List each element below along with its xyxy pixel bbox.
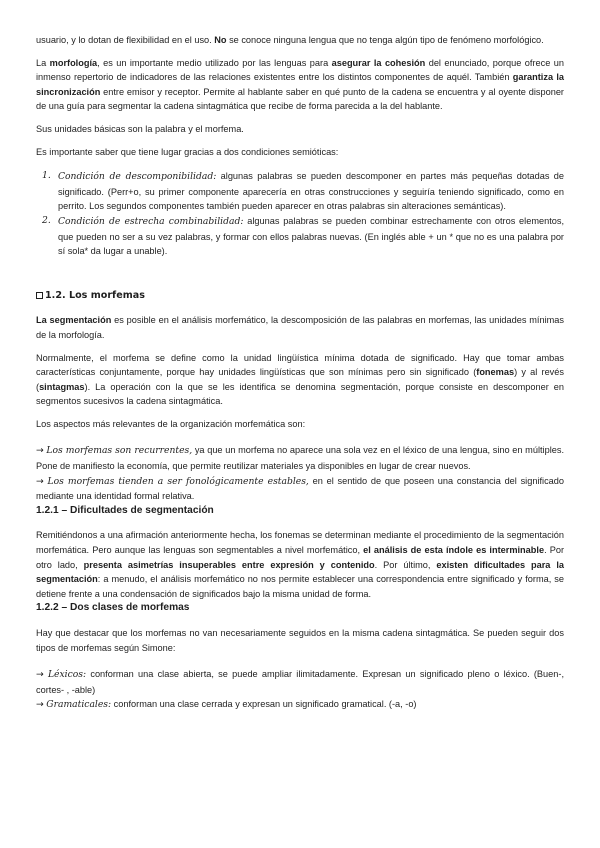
arrow-right-icon: →	[36, 475, 44, 487]
classes-list	[36, 667, 564, 713]
condition-item: 2. Condición de estrecha combinabilidad: algunas palabras se pueden combinar estrechamente con otros elementos, que pueden no ser a su vez palabras, y formar con ellos palabras nuevas. (En inglés able + un * que no es una palabra por sí sola* da lugar a unable).	[42, 214, 565, 257]
paragraph-morphology: La morfología, es un importante medio utilizado por las lenguas para asegurar la cohesión del enunciado, porque ofrece un inmenso repertorio de indicadores de las relaciones existentes entre los distintos componentes de aquél. También garantiza la sincronización entre emisor y receptor. Permite al hablante saber en qué punto de la cadena se encuentra y al oyente disponer de una guía para segmentar la cadena sintagmática que recibe de forma parecida a la del hablante.	[36, 57, 564, 112]
paragraph-aspects-intro: Los aspectos más relevantes de la organización morfemática son:	[36, 418, 306, 429]
subsection-heading-difficulties: 1.2.1 – Dificultades de segmentación	[36, 504, 214, 516]
arrow-right-icon: →	[36, 669, 44, 681]
subsection-heading-classes: 1.2.2 – Dos clases de morfemas	[36, 602, 190, 614]
class-item: → Gramaticales: conforman una clase cerrada y expresan un significado gramatical. (-a, -o)	[36, 699, 417, 711]
paragraph-basic-units: Sus unidades básicas son la palabra y el morfema.	[36, 123, 244, 134]
paragraph-morpheme-definition: Normalmente, el morfema se define como la unidad lingüística mínima dotada de significado. Hay que tomar ambas características conjuntamente, porque hay unidades lingüísticas que son mínimas pero sin significado (fonemas) y al revés (sintagmas). La operación con la que se les identifica se denomina segmentación, porque consiste en descomponer en segmentos sucesivos la cadena sintagmática.	[36, 352, 564, 407]
paragraph-segmentation: La segmentación es posible en el análisis morfemático, la descomposición de las palabras en morfemas, las unidades mínimas de la morfología.	[36, 315, 564, 340]
class-item: → Léxicos: conforman una clase abierta, se puede ampliar ilimitadamente. Expresan un significado pleno o léxico. (Buen-, cortes- , -able)	[36, 669, 564, 695]
paragraph-conditions-intro: Es importante saber que tiene lugar gracias a dos condiciones semióticas:	[36, 146, 339, 157]
section-heading-morfemas: 1.2. Los morfemas	[36, 289, 564, 304]
aspect-item: → Los morfemas son recurrentes, ya que un morfema no aparece una sola vez en el léxico de una lengua, sino en múltiples. Pone de manifiesto la economía, que permite reutilizar materiales ya disponibles en lugar de crear nuevos.	[36, 445, 564, 472]
paragraph-difficulties: Remitiéndonos a una afirmación anteriormente hecha, los fonemas se determinan mediante el procedimiento de la segmentación morfemática. Pero aunque las lenguas son segmentables a nivel morfemático, el análisis de esta índole es interminable. Por otro lado, presenta asimetrías insuperables entre expresión y contenido. Por último, existen dificultades para la segmentación: a menudo, el análisis morfemático no nos permite establecer una correspondencia entre significado y forma, se detiene frente a una condensación de significados bajo la misma unidad de forma.	[36, 530, 565, 599]
paragraph-flexibility: usuario, y lo dotan de flexibilidad en el uso. No se conoce ninguna lengua que no tenga algún tipo de fenómeno morfológico.	[36, 35, 544, 45]
condition-item: 1. Condición de descomponibilidad: algunas palabras se pueden descomponer en partes más pequeñas dotadas de significado. (Perr+o, su primer componente aparecería en otras construcciones y seguiría teniendo significado, como en perrito. Los segundos componentes también pueden aparecer en otras palabras sin alteraciones semánticas).	[42, 170, 564, 212]
aspects-list	[36, 443, 564, 503]
arrow-right-icon: →	[36, 445, 44, 457]
arrow-right-icon: →	[36, 699, 44, 711]
square-bullet-icon	[36, 292, 43, 299]
conditions-list	[36, 169, 564, 259]
paragraph-classes-intro: Hay que destacar que los morfemas no van necesariamente seguidos en la misma cadena sintagmática. Se pueden seguir dos tipos de morfemas según Simone:	[36, 628, 564, 653]
document-page	[36, 33, 564, 713]
aspect-item: → Los morfemas tienden a ser fonológicamente estables, en el sentido de que poseen una constancia del significado mediante una identidad formal relativa.	[36, 475, 564, 502]
